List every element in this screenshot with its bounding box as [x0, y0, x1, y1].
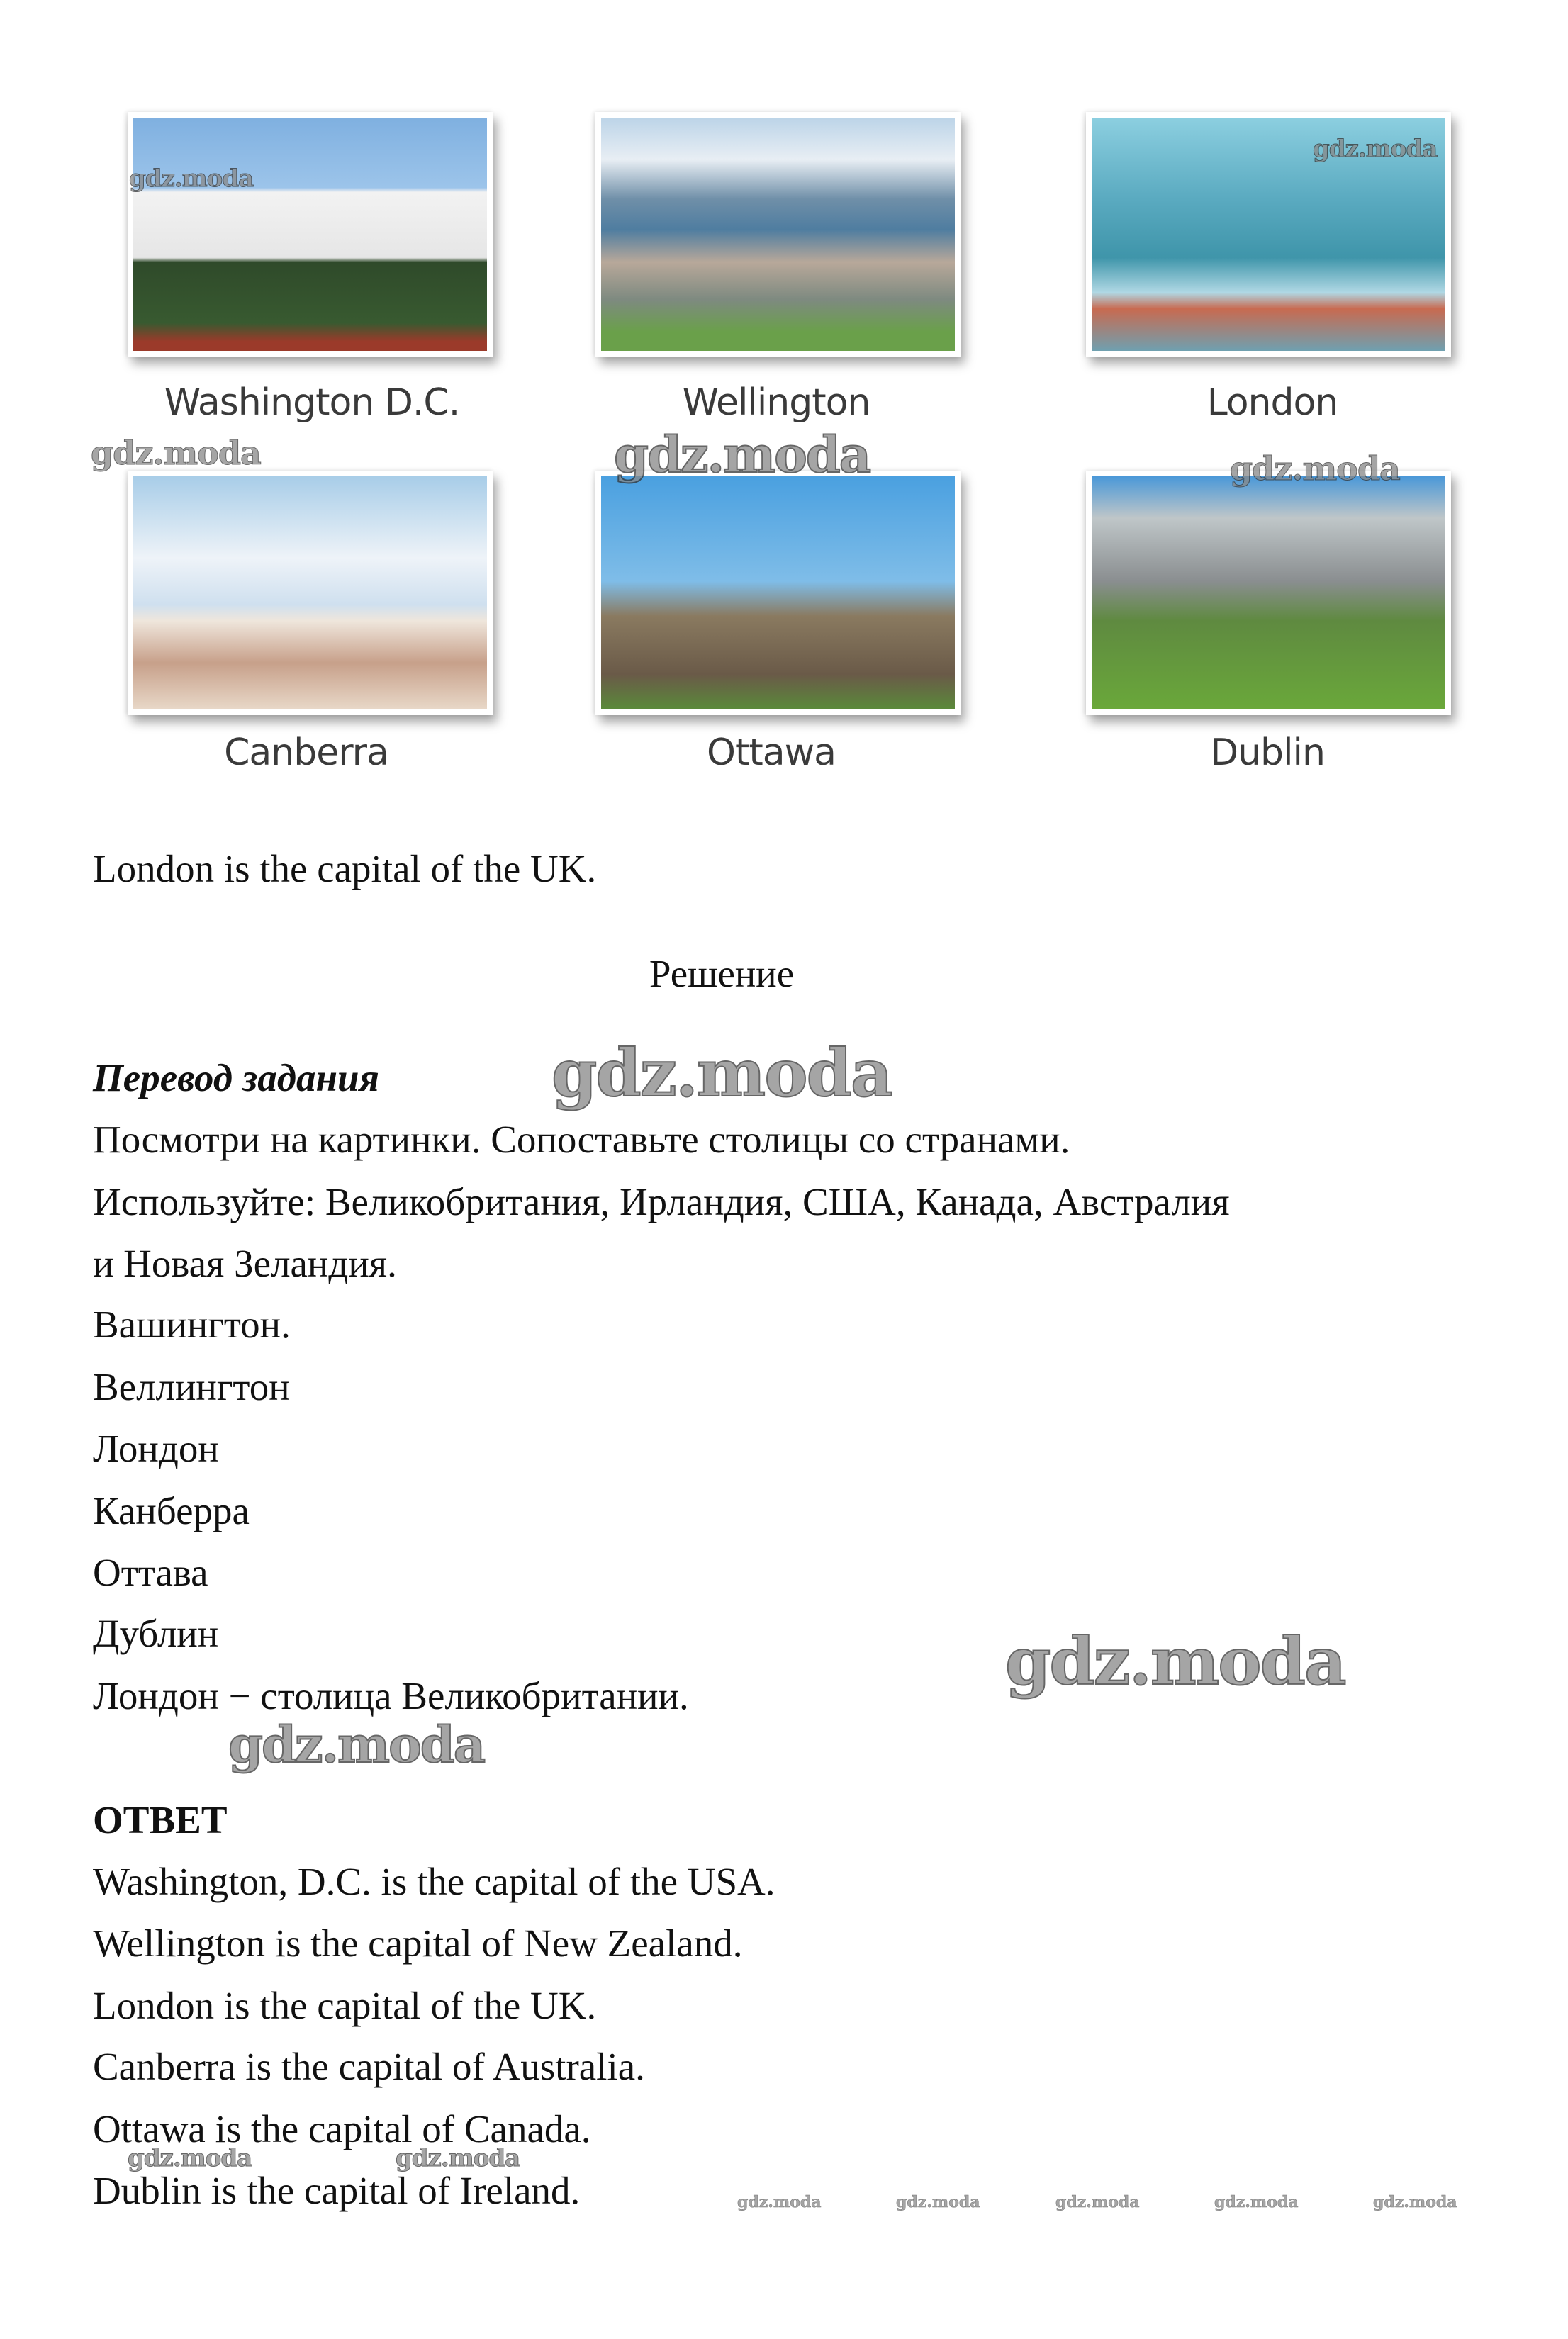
watermark: gdz.moda [1230, 449, 1400, 488]
translation-line: Канберра [93, 1489, 250, 1532]
answer-line: Dublin is the capital of Ireland. [93, 2169, 581, 2212]
answer-line: Ottawa is the capital of Canada. [93, 2107, 591, 2150]
watermark: gdz.moda [551, 1035, 892, 1111]
watermark: gdz.moda [228, 1715, 485, 1774]
translation-line: Лондон [93, 1427, 219, 1470]
answer-line: Wellington is the capital of New Zealand. [93, 1922, 743, 1965]
caption-london: London [1206, 381, 1338, 424]
watermark: gdz.moda [1313, 135, 1438, 163]
translation-line: Веллингтон [93, 1365, 290, 1408]
solution-heading: Решение [649, 952, 795, 995]
translation-line: Посмотри на картинки. Сопоставьте столицы со странами. [93, 1118, 1070, 1161]
photo-canberra [128, 471, 493, 715]
translation-line: Вашингтон. [93, 1303, 291, 1346]
watermark: gdz.moda [737, 2193, 822, 2211]
watermark: gdz.moda [896, 2193, 980, 2211]
caption-wellington: Wellington [682, 381, 870, 424]
translation-line: Лондон − столица Великобритании. [93, 1674, 689, 1717]
answer-line: Canberra is the capital of Australia. [93, 2045, 645, 2088]
watermark: gdz.moda [1214, 2193, 1299, 2211]
caption-dublin: Dublin [1210, 731, 1325, 774]
watermark: gdz.moda [1373, 2193, 1457, 2211]
translation-heading: Перевод задания [93, 1056, 379, 1099]
translation-line: Используйте: Великобритания, Ирландия, США, Канада, Австралия [93, 1180, 1230, 1223]
answer-line: Washington, D.C. is the capital of the USA. [93, 1860, 775, 1903]
photo-washington [128, 112, 493, 357]
watermark: gdz.moda [1005, 1623, 1345, 1700]
answer-heading: ОТВЕТ [93, 1798, 228, 1841]
caption-ottawa: Ottawa [707, 731, 836, 774]
photo-ottawa [595, 471, 961, 715]
photo-wellington [595, 112, 961, 357]
translation-line: и Новая Зеландия. [93, 1242, 397, 1285]
translation-line: Оттава [93, 1551, 208, 1594]
watermark: gdz.moda [91, 434, 261, 472]
watermark: gdz.moda [1055, 2193, 1140, 2211]
watermark: gdz.moda [614, 425, 870, 484]
photo-dublin [1086, 471, 1451, 715]
watermark: gdz.moda [129, 164, 254, 193]
caption-canberra: Canberra [224, 731, 388, 774]
example-sentence: London is the capital of the UK. [93, 847, 597, 890]
watermark: gdz.moda [128, 2144, 252, 2172]
answer-line: London is the capital of the UK. [93, 1984, 597, 2027]
watermark: gdz.moda [396, 2144, 520, 2172]
caption-washington: Washington D.C. [164, 381, 460, 424]
translation-line: Дублин [93, 1612, 219, 1655]
